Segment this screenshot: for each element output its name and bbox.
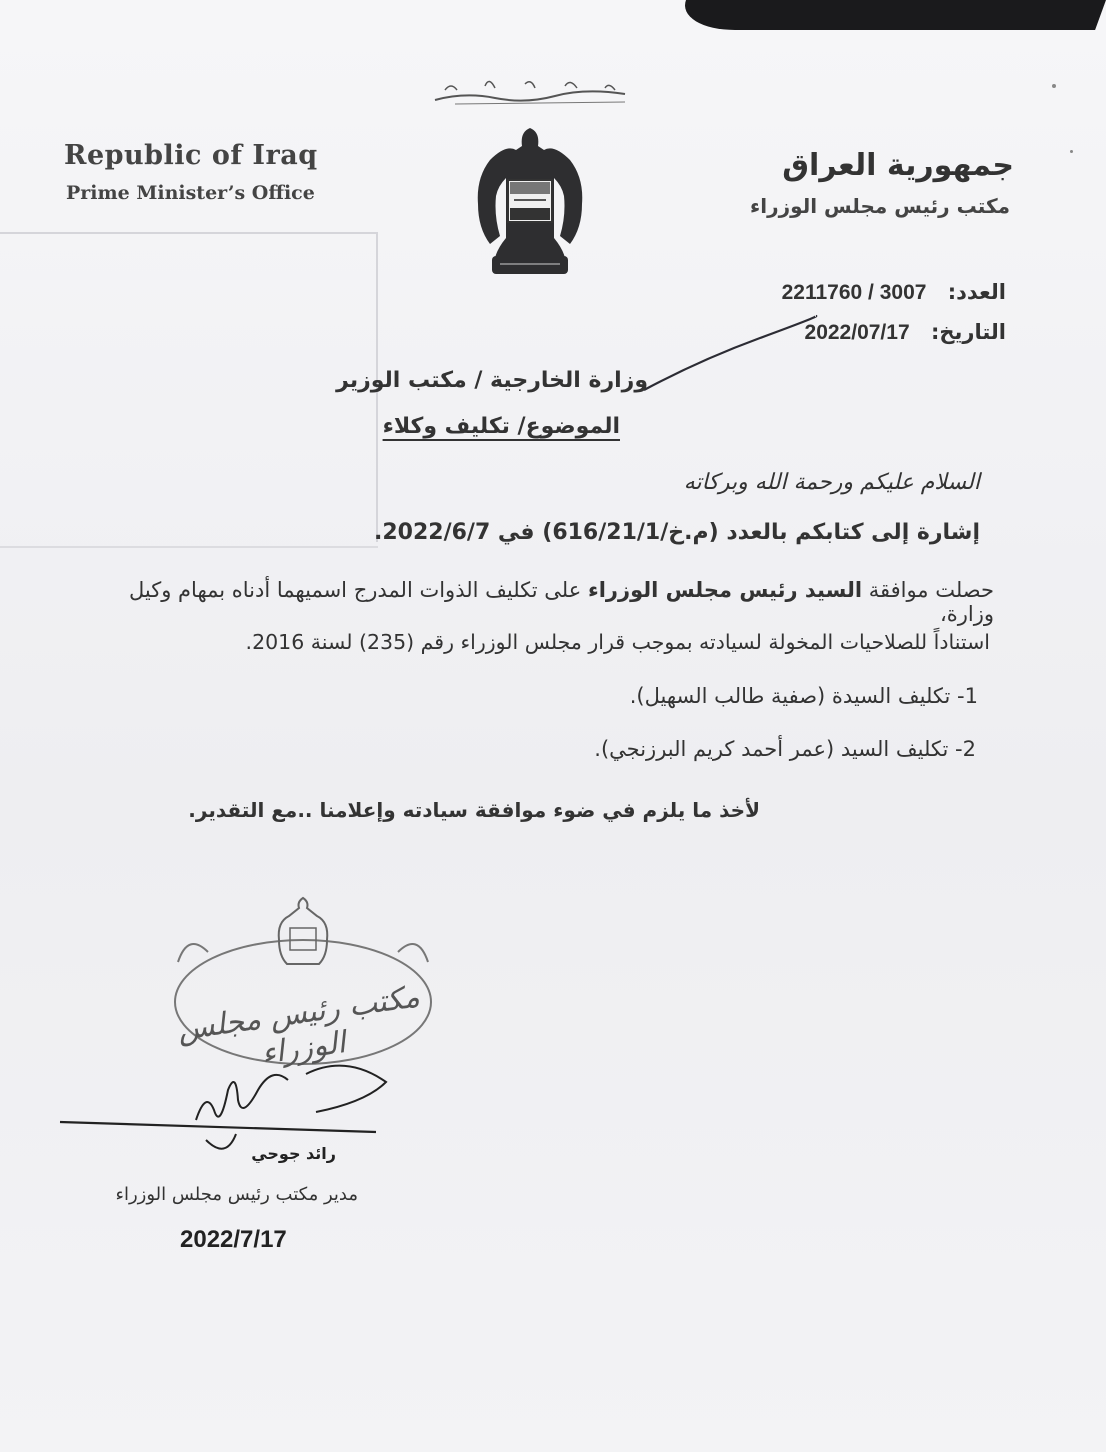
signature-date: 2022/7/17 bbox=[180, 1226, 287, 1253]
number-value: 2211760 / 3007 bbox=[781, 281, 927, 304]
signatory-title: مدير مكتب رئيس مجلس الوزراء bbox=[115, 1184, 358, 1205]
greeting: السلام عليكم ورحمة الله وبركاته bbox=[683, 470, 980, 495]
english-title: Republic of Iraq bbox=[64, 140, 318, 171]
photo-edge-shadow bbox=[675, 0, 1106, 30]
paragraph-reference: إشارة إلى كتابكم بالعدد (م.خ/616/21/1) في 2022/6/7. bbox=[373, 520, 980, 545]
english-subtitle: Prime Minister’s Office bbox=[66, 182, 315, 204]
speck bbox=[1070, 150, 1073, 153]
underlying-sheet-edge-bottom bbox=[0, 546, 378, 548]
date-value: 2022/07/17 bbox=[804, 321, 910, 344]
eagle-emblem-icon bbox=[470, 124, 590, 280]
approval-text-bold: السيد رئيس مجلس الوزراء bbox=[587, 578, 863, 602]
paragraph-authority: استناداً للصلاحيات المخولة لسيادته بموجب قرار مجلس الوزراء رقم (235) لسنة 2016. bbox=[245, 630, 990, 654]
approval-text-end: على تكليف الذوات المدرج اسميهما أدناه بمهام وكيل وزارة، bbox=[128, 578, 994, 626]
seal-text: مكتب رئيس مجلس الوزراء bbox=[175, 979, 422, 1072]
underlying-sheet-edge-top bbox=[0, 232, 378, 234]
paragraph-approval bbox=[114, 578, 994, 626]
list-item: 2- تكليف السيد (عمر أحمد كريم البرزنجي). bbox=[594, 737, 976, 761]
recipient: وزارة الخارجية / مكتب الوزير bbox=[336, 368, 648, 393]
approval-text-start: حصلت موافقة bbox=[862, 578, 994, 602]
subject-line: الموضوع/ تكليف وكلاء bbox=[382, 414, 620, 439]
reference-date bbox=[805, 320, 1006, 345]
number-label: العدد: bbox=[947, 280, 1006, 304]
basmala-calligraphy bbox=[425, 72, 645, 112]
closing-line: لأخذ ما يلزم في ضوء موافقة سيادته وإعلامنا ..مع التقدير. bbox=[188, 798, 760, 822]
arabic-title: جمهورية العراق bbox=[782, 148, 1014, 183]
handwritten-signature bbox=[56, 1050, 396, 1160]
pen-stroke bbox=[640, 310, 820, 400]
arabic-subtitle: مكتب رئيس مجلس الوزراء bbox=[750, 194, 1010, 218]
speck bbox=[1052, 84, 1056, 88]
reference-number bbox=[782, 280, 1006, 305]
list-item: 1- تكليف السيدة (صفية طالب السهيل). bbox=[629, 684, 978, 708]
signatory-name: رائد جوحي bbox=[251, 1144, 336, 1163]
date-label: التاريخ: bbox=[930, 320, 1006, 344]
